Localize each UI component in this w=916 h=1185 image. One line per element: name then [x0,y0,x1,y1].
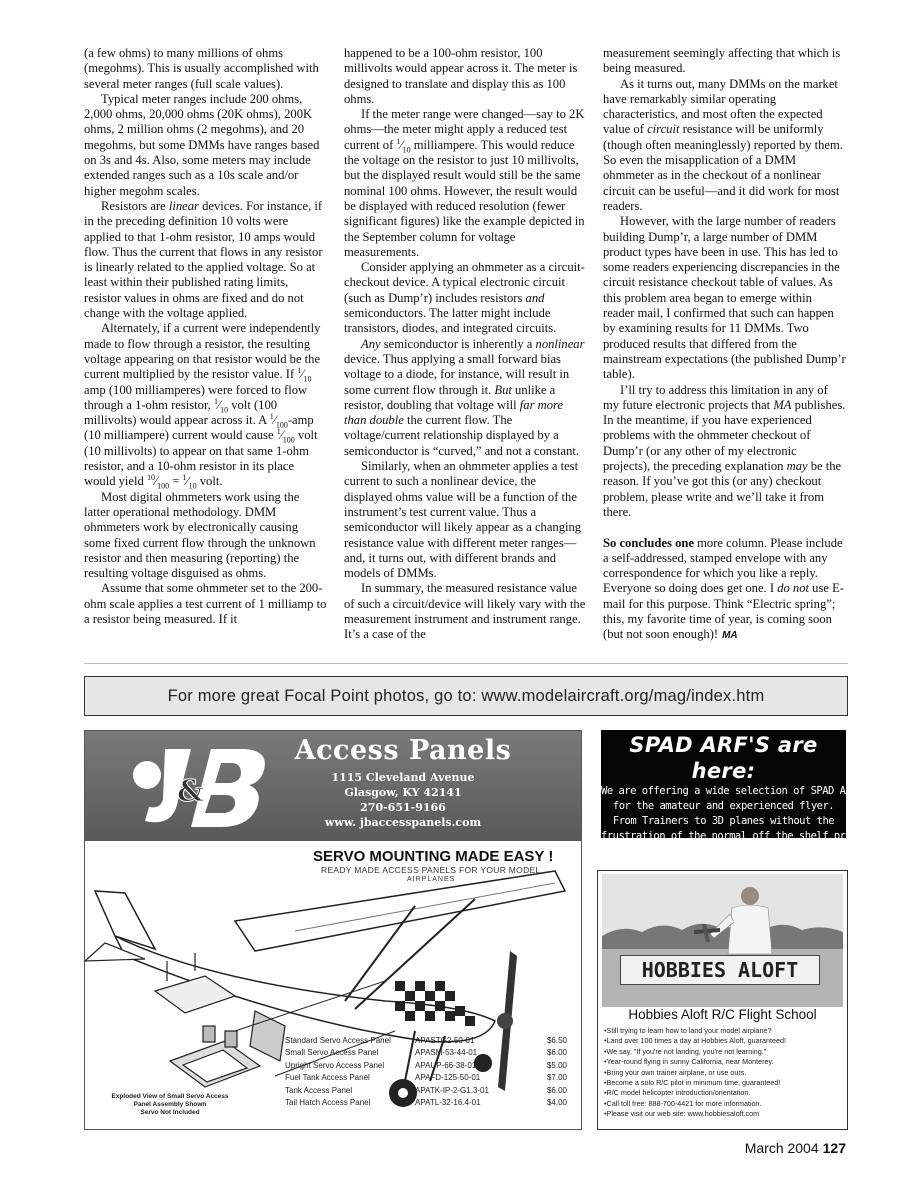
list-item: • We say, "If you're not landing, you're not learning." [604,1047,844,1057]
list-item: • Bring your own trainer airplane, or use ours. [604,1068,844,1078]
list-item: • Year-round flying in sunny California, near Monterey. [604,1057,844,1067]
paragraph: Similarly, when an ohmmeter applies a test current to such a nonlinear device, the displayed ohms value will be a function of the instrument’s test current value. Thus a semiconductor will likely appear as a changing resistance value with different meter ranges—and, it turns out, with different brands and models of DMMs. [344,459,582,581]
paragraph: In summary, the measured resistance value of such a circuit/device will likely vary with the measurement instrument and instrument range. It’s a case of the [344,581,586,642]
hobbies-aloft-sign: HOBBIES ALOFT [620,955,820,985]
jb-parts-table [285,1034,567,1109]
spad-contact: www.spad.com or call 630-768-2043 [627,845,820,857]
jb-subhead: READY MADE ACCESS PANELS FOR YOUR MODEL [321,865,541,875]
paragraph: Resistors are linear devices. For instance, if in the preceding definition 10 volts were applied to that 1-ohm resistor, 10 amps would flow. Thus the current that flows in any resistor is linearly related to the applied voltage. So at least within their published rating limits, resistor values in ohms are fixed and do not change with the voltage applied. [84,198,323,321]
paragraph: Typical meter ranges include 200 ohms, 2,000 ohms, 20,000 ohms (20K ohms), 200K ohms, 2 million ohms (2 megohms), and 20 megohms, but some DMMs have ranges based on 3s and 4s. Also, some meters may include extended ranges such as a 10s scale and/or higher megohm scales. [84,91,320,198]
paragraph: Alternately, if a current were independently made to flow through a resistor, the resulting voltage appearing on that resistor would be the current multiplied by the resistor value. If $^1⁄_{10}$ amp (100 milliamperes) were forced to flow through a 1-ohm resistor, $^1⁄_{10}$ volt (100 millivolts) would appear across it. A $^1⁄_{100}$-amp (10 milliampere) current would cause $^1⁄_{100}$ volt (10 millivolts) to appear on that same 1-ohm resistor, and a 10-ohm resistor in its place would yield $^{10}⁄_{100}$ = $^1⁄_{10}$ volt. [84,321,321,491]
hobbies-ad-title: Hobbies Aloft R/C Flight School [628,1007,817,1022]
paragraph: I’ll try to address this limitation in any of my future electronic projects that MA publishes. In the meantime, if you have experienced problems with the ohmmeter checkout of Dump’r (or any other of my electronic projects), the preceding explanation may be the reason. If you’ve got this (or any) checkout problem, please write and we’ll take it from there. [603,382,846,519]
list-item: • Become a solo R/C pilot in minimum time, guaranteed! [604,1078,844,1088]
spad-line: frustration of the normal off the shelf product. [601,830,881,842]
jb-ad-title: Access Panels [294,735,512,766]
issue-date: March 2004 [744,1140,819,1156]
spad-arf-ad [601,730,881,857]
paragraph: Any semiconductor is inherently a nonlinear device. Thus applying a small forward bias voltage to a diode, for instance, will result in some current flow through it. But unlike a resistor, doubling that voltage will far more than double the current flow. The voltage/current relationship displayed by a semiconductor is “curved,” and not a constant. [344,336,585,458]
list-item: • Please visit our web site: www.hobbiesaloft.com [604,1109,844,1119]
jb-access-panels-ad [84,730,582,1130]
spad-title: SPAD ARF'S are here: [629,733,818,783]
jb-logo-icon [125,741,275,831]
flight-school-photo-icon [602,874,843,1007]
paragraph: As it turns out, many DMMs on the market have remarkably similar operating characteristics, and most often the expected value of circuit resistance will be uniformly (though often meaninglessly) reported by them. So even the misapplication of a DMM ohmmeter as in the checkout of a nonlinear circuit can be useful—and it did work for most readers. [603,76,843,213]
table-row: Tank Access Panel APATK-IP-2-G1.3-01 $6.00 [285,1085,567,1095]
list-item: • Call toll free: 888-700-4421 for more information. [604,1099,844,1109]
paragraph: Assume that some ohmmeter set to the 200-ohm scale applies a test current of 1 milliamp to a resistor being measured. If it [84,581,327,626]
list-item: • Still trying to learn how to land your model airplane? [604,1026,844,1036]
list-item: • Land over 100 times a day at Hobbies Aloft, guaranteed! [604,1036,844,1046]
list-item: • R/C model helicopter introduction/orientation. [604,1088,844,1098]
closing-paragraph: So concludes one more column. Please include a self-addressed, stamped envelope with any correspondence for which you like a reply. Everyone so doing does get one. I do not use E-mail for this purpose. Think “Electric spring”; this, my favorite time of year, is coming soon (but not soon enough)! MA [603,535,845,642]
jb-address-line: Glasgow, KY 42141 [344,786,462,799]
divider [84,663,848,664]
article-column-3 [603,46,846,644]
table-row: Small Servo Access Panel APASM-53-44-01 $6.00 [285,1048,567,1058]
svg-text:&: & [177,774,205,809]
table-row: Tail Hatch Access Panel APATL-32-16.4-01 $4.00 [285,1098,567,1108]
paragraph: (a few ohms) to many millions of ohms (megohms). This is usually accomplished with several meter ranges (full scale values). [84,46,319,91]
jb-phone: 270-651-9166 [360,801,446,814]
focal-point-banner: For more great Focal Point photos, go to: www.modelaircraft.org/mag/index.htm [84,676,848,716]
article-column-1 [84,46,327,627]
page-number: 127 [822,1140,846,1156]
paragraph: measurement seemingly affecting that which is being measured. [603,46,841,76]
paragraph: Consider applying an ohmmeter as a circuit-checkout device. A typical electronic circuit (such as Dump’r) includes resistors and semiconductors. The latter might include transistors, diodes, and integrated circuits. [344,260,585,336]
jb-subhead-2: AIRPLANES [407,876,456,883]
table-row: Fuel Tank Access Panel APAFD-125-50-01 $7.00 [285,1073,567,1083]
hobbies-aloft-ad [597,870,848,1130]
paragraph: If the meter range were changed—say to 2K ohms—the meter might apply a reduced test current of $^1⁄_{10}$ milliampere. This would reduce the voltage on the resistor to just 10 millivolts, but the displayed result would still be the same nominal 100 ohms. However, the result would be displayed with reduced resolution (fewer significant figures) like the example depicted in the September column for voltage measurements. [344,107,585,259]
jb-illustration-caption: Exploded View of Small Servo Access Panel Assembly Shown Servo Not Included [111,1093,229,1116]
jb-website: www. jbaccesspanels.com [324,816,482,829]
spad-line: for the amateur and experienced flyer. [612,800,835,812]
article-column-2 [344,46,587,643]
table-row: Standard Servo Access Panel APASTG2-50-01 $6.50 [285,1035,567,1045]
hobbies-feature-list [604,1026,844,1120]
paragraph: However, with the large number of readers building Dump’r, a large number of DMM product types have been in use. This has led to some readers experiencing discrepancies in the circuit resistance checkout table of values. As this problem area began to emerge within reader mail, I confirmed that such can happen by examining results for 11 DMMs. Two produced results that differed from the mainstream expectations (the published Dump’r table). [603,214,846,382]
spad-line: From Trainers to 3D planes without the [612,815,835,827]
page-footer [745,1140,846,1156]
paragraph: happened to be a 100-ohm resistor, 100 millivolts would appear across it. The meter is designed to translate and display this as 100 ohms. [344,46,578,106]
paragraph: Most digital ohmmeters work using the latter operational methodology. DMM ohmmeters work by electronically causing some fixed current flow through the unknown resistor and then measuring (reporting) the resulting voltage disguised as ohms. [84,489,316,581]
end-mark: MA [722,630,738,642]
table-row: Upright Servo Access Panel APAUP-66-38-01 $5.00 [285,1060,567,1070]
jb-address-line: 1115 Cleveland Avenue [331,771,475,784]
jb-headline: SERVO MOUNTING MADE EASY ! [313,848,554,865]
spad-line: We are offering a wide selection of SPAD ARFS [601,785,863,797]
